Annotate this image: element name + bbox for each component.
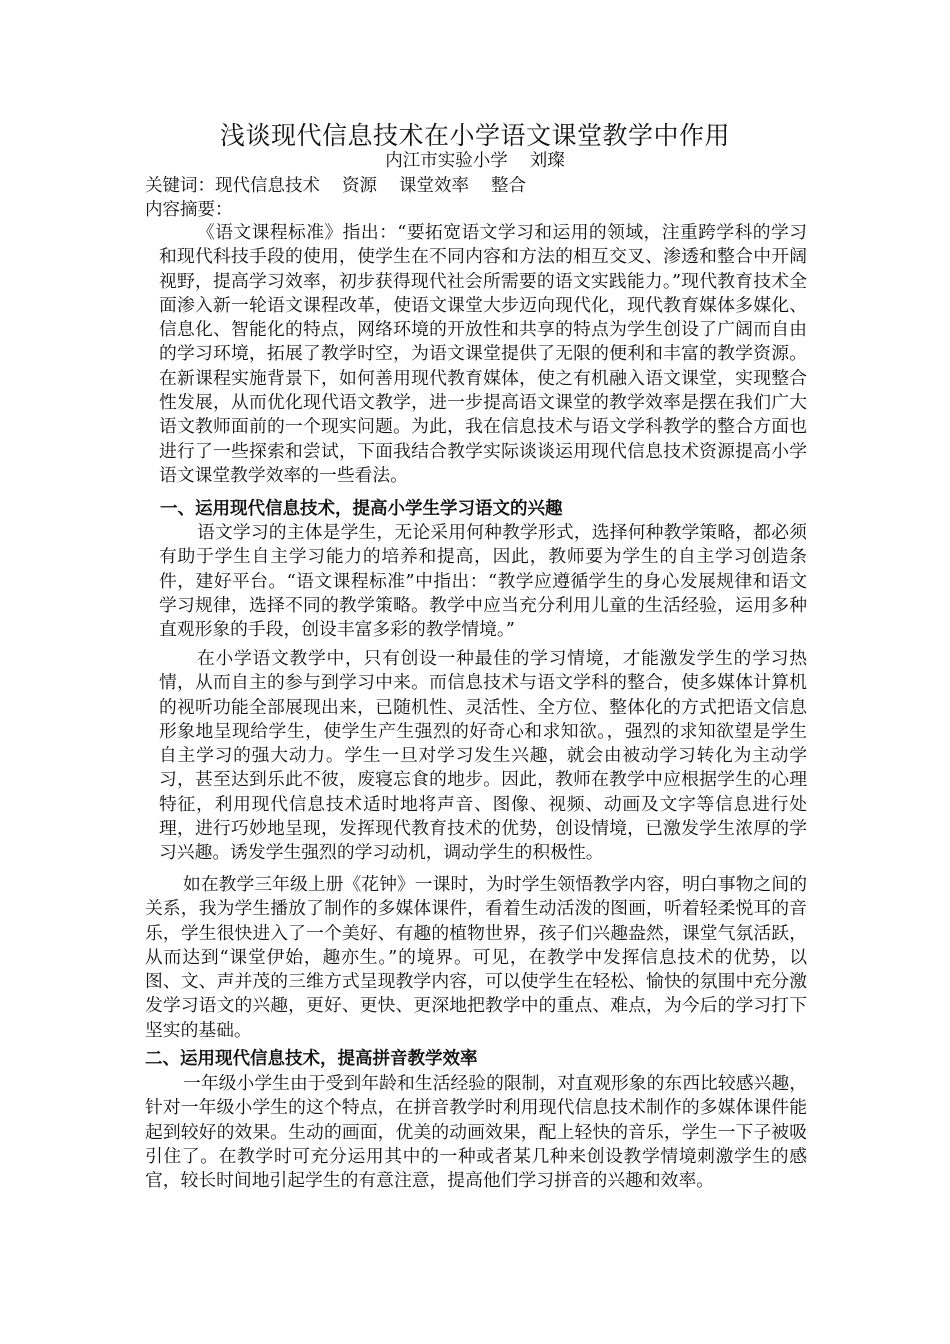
section-1-paragraph-3 <box>145 873 807 1043</box>
section-1-paragraph-2 <box>159 647 807 866</box>
keywords-label: 关键词： <box>145 176 215 196</box>
abstract-paragraph <box>159 221 807 488</box>
keyword: 课堂效率 <box>399 176 469 196</box>
keyword: 资源 <box>342 176 377 196</box>
paragraph-text: 如在教学三年级上册《花钟》一课时，为时学生领悟教学内容，明白事物之间的关系，我为学生播放了制作的多媒体课件，看着生动活泼的图画，听着轻柔悦耳的音乐，学生很快进入了一个美好、有趣的植物世界，孩子们兴趣盎然，课堂气氛活跃，从而达到“课堂伊始，趣亦生。”的境界。可见，在教学中发挥信息技术的优势，以图、文、声并茂的三维方式呈现教学内容，可以使学生在轻松、愉快的氛围中充分激发学习语文的兴趣，更好、更快、更深地把教学中的重点、难点，为今后的学习打下坚实的基础。 <box>145 874 807 1041</box>
document-title: 浅谈现代信息技术在小学语文课堂教学中作用 <box>219 121 730 150</box>
abstract-text: 《语文课程标准》指出：“要拓宽语文学习和运用的领域，注重跨学科的学习和现代科技手段的使用，使学生在不同内容和方法的相互交叉、渗透和整合中开阔视野，提高学习效率，初步获得现代社会所需要的语文实践能力。”现代教育技术全面渗入新一轮语文课程改革，使语文课堂大步迈向现代化，现代教育媒体多媒化、信息化、智能化的特点，网络环境的开放性和共享的特点为学生创设了广阔而自由的学习环境，拓展了教学时空，为语文课堂提供了无限的便利和丰富的教学资源。在新课程实施背景下，如何善用现代教育媒体，使之有机融入语文课堂，实现整合性发展，从而优化现代语文教学，进一步提高语文课堂的教学效率是摆在我们广大语文教师面前的一个现实问题。为此，我在信息技术与语文学科教学的整合方面也进行了一些探索和尝试，下面我结合教学实际谈谈运用现代信息技术资源提高小学语文课堂教学效率的一些看法。 <box>159 222 807 486</box>
abstract-label: 内容摘要： <box>145 200 233 220</box>
section-2-paragraph-1 <box>145 1072 807 1193</box>
section-2-heading: 二、运用现代信息技术，提高拼音教学效率 <box>145 1049 478 1069</box>
keyword: 整合 <box>491 176 526 196</box>
paragraph-text: 语文学习的主体是学生，无论采用何种教学形式，选择何种教学策略，都必须有助于学生自主学习能力的培养和提高，因此，教师要为学生的自主学习创造条件，建好平台。“语文课程标准”中指出：“教学应遵循学生的身心发展规律和语文学习规律，选择不同的教学策略。教学中应当充分利用儿童的生活经验，运用多种直观形象的手段，创设丰富多彩的教学情境。” <box>159 522 807 641</box>
author-name: 刘璨 <box>529 151 565 171</box>
paragraph-text: 一年级小学生由于受到年龄和生活经验的限制，对直观形象的东西比较感兴趣，针对一年级小学生的这个特点，在拼音教学时利用现代信息技术制作的多媒体课件能起到较好的效果。生动的画面，优美的动画效果，配上轻快的音乐，学生一下子被吸引住了。在教学时可充分运用其中的一种或者某几种来创设教学情境刺激学生的感官，较长时间地引起学生的有意注意，提高他们学习拼音的兴趣和效率。 <box>145 1073 807 1192</box>
keyword: 现代信息技术 <box>215 176 320 196</box>
paragraph-text: 在小学语文教学中，只有创设一种最佳的学习情境，才能激发学生的学习热情，从而自主的参与到学习中来。而信息技术与语文学科的整合，使多媒体计算机的视听功能全部展现出来，已随机性、灵活性、全方位、整体化的方式把语文信息形象地呈现给学生，使学生产生强烈的好奇心和求知欲。，强烈的求知欲望是学生自主学习的强大动力。学生一旦对学习发生兴趣，就会由被动学习转化为主动学习，甚至达到乐此不彼，废寝忘食的地步。因此，教师在教学中应根据学生的心理特征，利用现代信息技术适时地将声音、图像、视频、动画及文字等信息进行处理，进行巧妙地呈现，发挥现代教育技术的优势，创设情境，已激发学生浓厚的学习兴趣。诱发学生强烈的学习动机，调动学生的积极性。 <box>159 648 807 864</box>
school-name: 内江市实验小学 <box>385 151 508 171</box>
section-1-heading: 一、运用现代信息技术，提高小学生学习语文的兴趣 <box>160 499 563 519</box>
author-line <box>0 150 950 172</box>
section-1-paragraph-1 <box>159 521 807 642</box>
keywords-line <box>145 175 526 197</box>
